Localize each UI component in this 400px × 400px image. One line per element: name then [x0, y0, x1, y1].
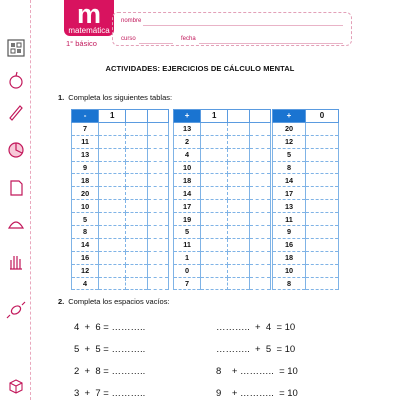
answer-cell[interactable]	[99, 200, 126, 213]
answer-cell[interactable]	[99, 148, 126, 161]
margin-strip	[0, 0, 38, 400]
answer-cell[interactable]	[306, 264, 339, 277]
table-row	[174, 251, 271, 264]
answer-cell[interactable]	[228, 161, 249, 174]
table-row	[72, 277, 169, 290]
answer-cell[interactable]	[306, 226, 339, 239]
answer-cell[interactable]	[228, 122, 249, 135]
answer-cell[interactable]	[306, 135, 339, 148]
paper-icon	[6, 178, 26, 198]
answer-cell[interactable]	[201, 277, 228, 290]
table-row	[174, 187, 271, 200]
answer-cell[interactable]	[249, 238, 270, 251]
answer-cell[interactable]	[126, 213, 147, 226]
answer-cell[interactable]	[306, 200, 339, 213]
calc-table-plus-0	[272, 109, 339, 290]
course-label: curso	[121, 36, 136, 42]
answer-cell[interactable]	[126, 122, 147, 135]
answer-cell[interactable]	[126, 200, 147, 213]
answer-cell[interactable]	[201, 226, 228, 239]
table-row	[72, 122, 169, 135]
table-row	[72, 187, 169, 200]
answer-cell[interactable]	[147, 122, 168, 135]
subject-logo	[64, 0, 114, 36]
answer-cell[interactable]	[249, 135, 270, 148]
answer-cell[interactable]	[228, 264, 249, 277]
answer-cell[interactable]	[249, 122, 270, 135]
value-cell: 14	[273, 174, 306, 187]
value-cell: 11	[273, 213, 306, 226]
table-row	[273, 148, 339, 161]
answer-cell[interactable]	[228, 277, 249, 290]
value-cell: 12	[72, 264, 99, 277]
value-cell: 12	[273, 135, 306, 148]
table-row	[72, 226, 169, 239]
operator-cell: -	[72, 110, 99, 123]
answer-cell[interactable]	[99, 122, 126, 135]
answer-cell[interactable]	[201, 174, 228, 187]
answer-cell[interactable]	[126, 264, 147, 277]
answer-cell[interactable]	[126, 161, 147, 174]
table-row	[273, 135, 339, 148]
answer-cell[interactable]	[249, 264, 270, 277]
table-row	[174, 264, 271, 277]
answer-cell[interactable]	[228, 200, 249, 213]
answer-cell[interactable]	[249, 200, 270, 213]
value-cell: 20	[273, 122, 306, 135]
answer-cell[interactable]	[147, 161, 168, 174]
date-line	[199, 43, 343, 44]
answer-cell[interactable]	[99, 251, 126, 264]
value-cell: 8	[72, 226, 99, 239]
question-1-title	[58, 93, 172, 102]
calc-table-minus-1	[71, 109, 169, 290]
header-blank-cell	[147, 110, 168, 123]
value-cell: 1	[174, 251, 201, 264]
table-row	[273, 251, 339, 264]
value-cell: 4	[174, 148, 201, 161]
value-cell: 16	[72, 251, 99, 264]
value-cell: 10	[174, 161, 201, 174]
operator-cell: +	[273, 110, 306, 123]
answer-cell[interactable]	[147, 213, 168, 226]
shell-icon	[6, 214, 26, 234]
answer-cell[interactable]	[126, 226, 147, 239]
answer-cell[interactable]	[201, 213, 228, 226]
answer-cell[interactable]	[228, 213, 249, 226]
table-row	[273, 213, 339, 226]
table-row	[273, 161, 339, 174]
answer-cell[interactable]	[228, 187, 249, 200]
value-cell: 19	[174, 213, 201, 226]
table-row	[72, 251, 169, 264]
table-row	[174, 238, 271, 251]
table-row	[273, 187, 339, 200]
operator-cell: +	[174, 110, 201, 123]
value-cell: 9	[72, 161, 99, 174]
answer-cell[interactable]	[147, 251, 168, 264]
table-row	[72, 213, 169, 226]
logo-letter: m	[76, 0, 101, 29]
value-cell: 5	[174, 226, 201, 239]
answer-cell[interactable]	[249, 213, 270, 226]
answer-cell[interactable]	[306, 213, 339, 226]
question-2-text: Completa los espacios vacíos:	[68, 297, 170, 306]
exercise-right-3[interactable]: 8 + ……….. = 10	[216, 366, 298, 377]
question-2-title	[58, 297, 170, 306]
operand-cell: 0	[306, 110, 339, 123]
value-cell: 7	[72, 122, 99, 135]
table-row	[174, 174, 271, 187]
table-row	[273, 200, 339, 213]
value-cell: 14	[72, 238, 99, 251]
answer-cell[interactable]	[147, 200, 168, 213]
answer-cell[interactable]	[126, 251, 147, 264]
answer-cell[interactable]	[147, 264, 168, 277]
table-row	[273, 238, 339, 251]
answer-cell[interactable]	[99, 226, 126, 239]
answer-cell[interactable]	[249, 187, 270, 200]
value-cell: 8	[273, 161, 306, 174]
value-cell: 7	[174, 277, 201, 290]
value-cell: 17	[273, 187, 306, 200]
answer-cell[interactable]	[249, 161, 270, 174]
question-1-number: 1.	[58, 93, 65, 102]
answer-cell[interactable]	[201, 200, 228, 213]
answer-cell[interactable]	[126, 238, 147, 251]
answer-cell[interactable]	[147, 238, 168, 251]
header-blank-cell	[249, 110, 270, 123]
activities-title: ACTIVIDADES: EJERCICIOS DE CÁLCULO MENTAL	[105, 64, 295, 73]
table-row	[174, 135, 271, 148]
margin-dashed-line	[30, 0, 31, 400]
apple-icon	[6, 70, 26, 90]
name-line	[143, 25, 343, 26]
name-label: nombre	[121, 18, 142, 24]
answer-cell[interactable]	[306, 161, 339, 174]
exercise-left-2[interactable]: 5 + 5 = ………..	[74, 344, 146, 355]
table-row	[174, 200, 271, 213]
question-2-number: 2.	[58, 297, 65, 306]
table-row	[174, 161, 271, 174]
table-row	[72, 264, 169, 277]
value-cell: 13	[72, 148, 99, 161]
answer-cell[interactable]	[228, 238, 249, 251]
value-cell: 16	[273, 238, 306, 251]
value-cell: 14	[174, 187, 201, 200]
value-cell: 9	[273, 226, 306, 239]
exercise-right-2[interactable]: ……….. + 5 = 10	[216, 344, 296, 355]
value-cell: 11	[72, 135, 99, 148]
answer-cell[interactable]	[99, 238, 126, 251]
answer-cell[interactable]	[249, 174, 270, 187]
answer-cell[interactable]	[306, 251, 339, 264]
value-cell: 4	[72, 277, 99, 290]
answer-cell[interactable]	[99, 161, 126, 174]
answer-cell[interactable]	[228, 251, 249, 264]
question-1-text: Completa los siguientes tablas:	[68, 93, 173, 102]
answer-cell[interactable]	[201, 238, 228, 251]
answer-cell[interactable]	[228, 174, 249, 187]
answer-cell[interactable]	[147, 174, 168, 187]
answer-cell[interactable]	[147, 226, 168, 239]
table-row	[72, 238, 169, 251]
cube-icon	[6, 376, 26, 396]
answer-cell[interactable]	[126, 148, 147, 161]
answer-cell[interactable]	[249, 148, 270, 161]
value-cell: 10	[273, 264, 306, 277]
answer-cell[interactable]	[249, 226, 270, 239]
answer-cell[interactable]	[201, 251, 228, 264]
candy-icon	[6, 300, 26, 320]
table-row	[72, 161, 169, 174]
answer-cell[interactable]	[126, 277, 147, 290]
answer-cell[interactable]	[228, 226, 249, 239]
answer-cell[interactable]	[99, 135, 126, 148]
value-cell: 5	[72, 213, 99, 226]
value-cell: 20	[72, 187, 99, 200]
table-row	[174, 122, 271, 135]
answer-cell[interactable]	[249, 277, 270, 290]
date-label: fecha	[181, 36, 196, 42]
answer-cell[interactable]	[306, 238, 339, 251]
value-cell: 5	[273, 148, 306, 161]
table-row	[273, 277, 339, 290]
answer-cell[interactable]	[306, 122, 339, 135]
value-cell: 10	[72, 200, 99, 213]
answer-cell[interactable]	[306, 187, 339, 200]
exercise-left-3[interactable]: 2 + 8 = ………..	[74, 366, 146, 377]
answer-cell[interactable]	[306, 148, 339, 161]
exercise-right-4[interactable]: 9 + ……….. = 10	[216, 388, 298, 399]
answer-cell[interactable]	[99, 277, 126, 290]
operand-cell: 1	[99, 110, 126, 123]
table-row	[72, 135, 169, 148]
answer-cell[interactable]	[147, 148, 168, 161]
table-row	[273, 174, 339, 187]
answer-cell[interactable]	[249, 251, 270, 264]
logo-word: matemática	[68, 26, 110, 35]
operand-cell: 1	[201, 110, 228, 123]
answer-cell[interactable]	[99, 264, 126, 277]
value-cell: 2	[174, 135, 201, 148]
pencil-icon	[6, 102, 26, 122]
course-line	[139, 43, 173, 44]
header-blank-cell	[228, 110, 249, 123]
answer-cell[interactable]	[228, 148, 249, 161]
answer-cell[interactable]	[126, 174, 147, 187]
answer-cell[interactable]	[147, 135, 168, 148]
answer-cell[interactable]	[201, 135, 228, 148]
grade-label: 1° básico	[66, 39, 97, 48]
answer-cell[interactable]	[126, 187, 147, 200]
table-row	[72, 174, 169, 187]
exercise-right-1[interactable]: ……….. + 4 = 10	[216, 322, 296, 333]
table-row	[273, 264, 339, 277]
pie-icon	[6, 140, 26, 160]
exercise-left-4[interactable]: 3 + 7 = ………..	[74, 388, 146, 399]
answer-cell[interactable]	[306, 174, 339, 187]
student-info-box	[112, 12, 352, 46]
grid-icon	[6, 38, 26, 58]
table-row	[174, 277, 271, 290]
value-cell: 0	[174, 264, 201, 277]
table-row	[72, 200, 169, 213]
answer-cell[interactable]	[201, 264, 228, 277]
answer-cell[interactable]	[147, 187, 168, 200]
table-row	[72, 148, 169, 161]
value-cell: 13	[174, 122, 201, 135]
table-row	[273, 122, 339, 135]
value-cell: 18	[273, 251, 306, 264]
calc-table-plus-1	[173, 109, 271, 290]
hand-icon	[6, 252, 26, 272]
exercise-left-1[interactable]: 4 + 6 = ………..	[74, 322, 146, 333]
answer-cell[interactable]	[201, 122, 228, 135]
answer-cell[interactable]	[99, 213, 126, 226]
header-blank-cell	[126, 110, 147, 123]
value-cell: 8	[273, 277, 306, 290]
table-row	[174, 213, 271, 226]
answer-cell[interactable]	[201, 187, 228, 200]
table-row	[174, 148, 271, 161]
answer-cell[interactable]	[99, 174, 126, 187]
value-cell: 17	[174, 200, 201, 213]
answer-cell[interactable]	[306, 277, 339, 290]
answer-cell[interactable]	[99, 187, 126, 200]
answer-cell[interactable]	[201, 148, 228, 161]
value-cell: 13	[273, 200, 306, 213]
table-row	[273, 226, 339, 239]
answer-cell[interactable]	[201, 161, 228, 174]
answer-cell[interactable]	[228, 135, 249, 148]
answer-cell[interactable]	[126, 135, 147, 148]
value-cell: 18	[72, 174, 99, 187]
value-cell: 18	[174, 174, 201, 187]
table-row	[174, 226, 271, 239]
value-cell: 11	[174, 238, 201, 251]
answer-cell[interactable]	[147, 277, 168, 290]
